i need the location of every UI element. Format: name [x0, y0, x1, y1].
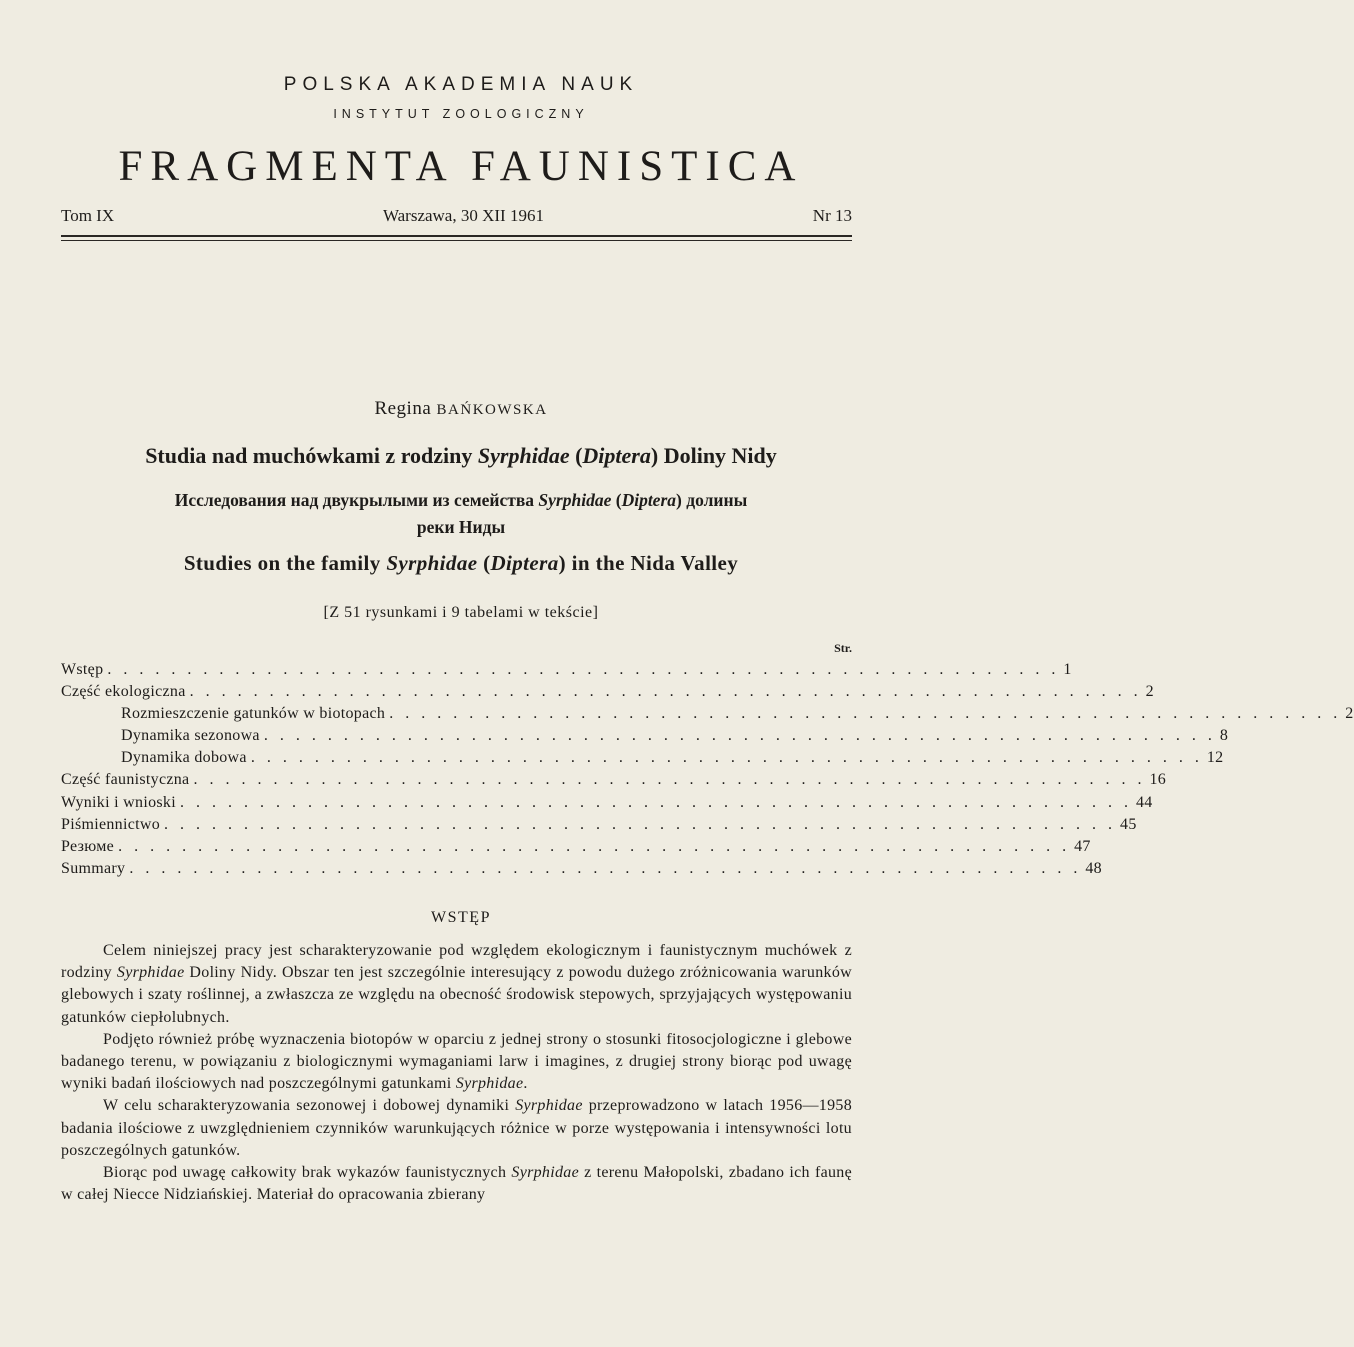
table-of-contents	[61, 661, 1354, 882]
toc-entry-title: Część ekologiczna	[61, 683, 186, 701]
p2-text-b: .	[523, 1075, 528, 1093]
title-english	[0, 551, 922, 576]
paragraph-4	[61, 1162, 852, 1206]
toc-leader: . . . . . . . . . . . . . . . . . . . . . . . . . . . . . . . . . . . . . . . . . . . . . . . . . . . . . . . . . . . .	[189, 683, 1142, 701]
title-ru-line2: реки Ниды	[416, 517, 506, 537]
toc-entry	[61, 793, 1153, 816]
p1-taxon: Syrphidae	[116, 964, 185, 982]
paragraph-2	[61, 1029, 852, 1096]
toc-entry-page: 12	[1206, 749, 1224, 767]
title-ru-taxon: Syrphidae	[538, 490, 612, 510]
title-en-text: Studies on the family	[183, 551, 387, 575]
toc-entry-page: 1	[1063, 661, 1072, 678]
toc-leader: . . . . . . . . . . . . . . . . . . . . . . . . . . . . . . . . . . . . . . . . . . . . . . . . . . . . . . . . . . . .	[193, 771, 1146, 789]
toc-leader: . . . . . . . . . . . . . . . . . . . . . . . . . . . . . . . . . . . . . . . . . . . . . . . . . . . . . . . . . . . .	[250, 749, 1203, 767]
toc-entry-title: Summary	[61, 859, 126, 877]
toc-entry-page: 47	[1074, 837, 1091, 855]
author-first-name: Regina	[374, 398, 432, 419]
title-polish	[0, 443, 922, 469]
toc-entry	[61, 683, 1154, 705]
title-pl-taxon: Syrphidae	[477, 443, 570, 468]
toc-leader: . . . . . . . . . . . . . . . . . . . . . . . . . . . . . . . . . . . . . . . . . . . . . . . . . . . . . . . . . . . .	[179, 793, 1132, 811]
title-en-order: Diptera	[490, 551, 559, 575]
toc-entry	[61, 749, 1224, 771]
toc-leader: . . . . . . . . . . . . . . . . . . . . . . . . . . . . . . . . . . . . . . . . . . . . . . . . . . . . . . . . . . . .	[118, 837, 1071, 855]
toc-leader: . . . . . . . . . . . . . . . . . . . . . . . . . . . . . . . . . . . . . . . . . . . . . . . . . . . . . . . . . . . .	[129, 859, 1082, 877]
title-ru-order: Diptera	[621, 490, 677, 510]
issue-number: Nr 13	[812, 206, 852, 225]
header-rule-thin	[61, 240, 852, 241]
toc-entry	[61, 705, 1354, 727]
title-ru-paren: (	[611, 490, 622, 510]
toc-entry-title: Część faunistyczna	[61, 771, 190, 789]
toc-leader: . . . . . . . . . . . . . . . . . . . . . . . . . . . . . . . . . . . . . . . . . . . . . . . . . . . . . . . . . . . .	[164, 815, 1117, 833]
p2-text-a: Podjęto również próbę wyznaczenia biotopów w oparciu z jednej strony o stosunki fitosocjologiczne i glebowe badanego terenu, w powiązaniu z biologicznymi wymaganiami larw i imagines, z drugiej strony biorąc pod uwagę wyniki badań ilościowych nad poszczególnymi gatunkami	[61, 1030, 852, 1093]
title-pl-order: Diptera	[582, 443, 651, 468]
title-en-taxon: Syrphidae	[386, 551, 478, 575]
p1-text-a: Celem niniejszej pracy jest scharakteryzowanie pod względem ekologicznym i faunistycznym muchówek z rodziny	[61, 942, 852, 982]
section-heading: WSTĘP	[431, 909, 491, 926]
title-ru-text: Исследования над двукрылыми из семейства	[174, 490, 539, 510]
toc-entry-title: Piśmiennictwo	[61, 815, 161, 833]
toc-entry	[61, 859, 1102, 882]
toc-leader: . . . . . . . . . . . . . . . . . . . . . . . . . . . . . . . . . . . . . . . . . . . . . . . . . . . . . . . . . . . .	[389, 705, 1342, 723]
toc-entry-title: Резюме	[61, 837, 115, 855]
volume-label: Tom IX	[61, 206, 115, 225]
title-en-paren: (	[477, 551, 491, 575]
toc-entry	[61, 771, 1167, 793]
title-pl-paren: (	[569, 443, 583, 468]
title-pl-rest: ) Doliny Nidy	[650, 443, 777, 468]
paragraph-1	[61, 940, 852, 1029]
author-last-name: BAŃKOWSKA	[436, 402, 548, 418]
p1-text-b: Doliny Nidy. Obszar ten jest szczególnie interesujący z powodu dużego zróżnicowania warunków glebowych i szaty roślinnej, a zwłaszcza ze względu na obecność środowisk stepowych, sprzyjających występowaniu gatunków ciepłolubnych.	[61, 964, 852, 1026]
toc-entry-page: 44	[1135, 793, 1153, 811]
issue-info	[61, 206, 852, 226]
toc-entry-page: 45	[1120, 815, 1137, 833]
toc-leader: . . . . . . . . . . . . . . . . . . . . . . . . . . . . . . . . . . . . . . . . . . . . . . . . . . . . . . . . . . . .	[107, 661, 1060, 678]
toc-entry-page: 2	[1345, 705, 1354, 723]
toc-entry-title: Dynamika sezonowa	[121, 727, 260, 745]
toc-entry	[61, 837, 1091, 860]
paragraph-3	[61, 1095, 852, 1162]
p2-taxon: Syrphidae	[455, 1075, 524, 1093]
academy-name: POLSKA AKADEMIA NAUK	[283, 74, 639, 95]
p3-taxon: Syrphidae	[515, 1097, 583, 1115]
p3-text-b: przeprowadzono w latach 1956—1958 badania ilościowe z uwzględnieniem czynników warunkujących różnice w porze występowania i intensywności lotu poszczególnych gatunków.	[61, 1097, 852, 1159]
p4-taxon: Syrphidae	[511, 1164, 579, 1182]
p4-text-a: Biorąc pod uwagę całkowity brak wykazów faunistycznych	[103, 1164, 512, 1182]
toc-entry	[61, 661, 1072, 683]
toc-page-label: Str.	[834, 641, 852, 655]
place-date: Warszawa, 30 XII 1961	[382, 206, 544, 225]
toc-entry-page: 16	[1149, 771, 1167, 789]
figures-note: [Z 51 rysunkami i 9 tabelami w tekście]	[323, 604, 599, 621]
toc-entry-title: Rozmieszczenie gatunków w biotopach	[121, 705, 386, 723]
p3-text-a: W celu scharakteryzowania sezonowej i dobowej dynamiki	[103, 1097, 516, 1115]
title-pl-text: Studia nad muchówkami z rodziny	[145, 443, 478, 468]
title-en-rest: ) in the Nida Valley	[558, 551, 739, 575]
toc-entry-title: Wyniki i wnioski	[61, 793, 176, 811]
toc-entry-page: 2	[1145, 683, 1154, 701]
title-ru-rest: ) долины	[676, 490, 748, 510]
toc-entry-title: Wstęp	[61, 661, 104, 678]
toc-entry	[61, 727, 1229, 749]
title-russian	[0, 487, 922, 541]
toc-leader: . . . . . . . . . . . . . . . . . . . . . . . . . . . . . . . . . . . . . . . . . . . . . . . . . . . . . . . . . . . .	[263, 727, 1216, 745]
author-name	[0, 398, 922, 420]
section-body	[61, 940, 852, 1206]
journal-title: FRAGMENTA FAUNISTICA	[118, 143, 804, 190]
toc-entry-page: 48	[1085, 859, 1102, 877]
toc-entry	[61, 815, 1137, 838]
toc-entry-page: 8	[1219, 727, 1229, 745]
header-rule-thick	[61, 235, 852, 237]
toc-entry-title: Dynamika dobowa	[121, 749, 247, 767]
institute-name: INSTYTUT ZOOLOGICZNY	[333, 107, 589, 121]
p4-text-b: z terenu Małopolski, zbadano ich faunę w całej Niecce Nidziańskiej. Materiał do opracowania zbierany	[61, 1164, 852, 1204]
